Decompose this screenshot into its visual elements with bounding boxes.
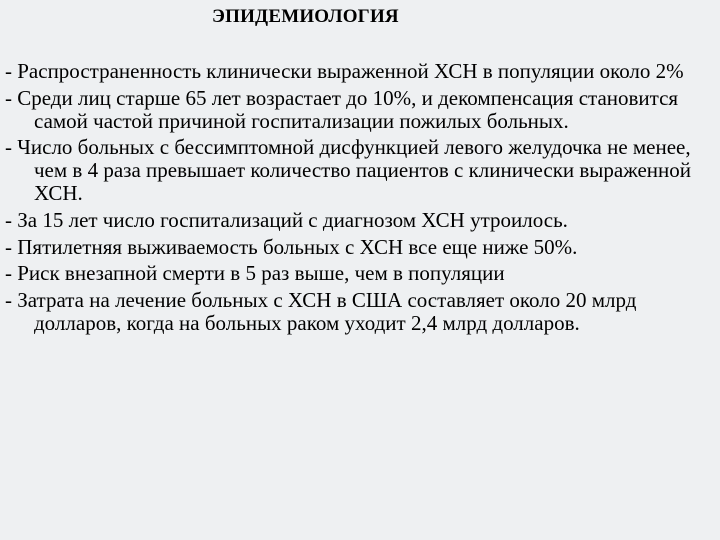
bullet-costs: - Затрата на лечение больных с ХСН в США составляет около 20 млрд долларов, когда на больных раком уходит 2,4 млрд долларов. — [5, 288, 637, 335]
bullet-sudden-death: - Риск внезапной смерти в 5 раз выше, чем в популяции — [5, 261, 505, 286]
bullet-elderly: - Среди лиц старше 65 лет возрастает до 10%, и декомпенсация становится самой частой причиной госпитализации пожилых больных. — [5, 85, 679, 133]
bullet-list — [5, 60, 705, 339]
bullet-prevalence: - Распространенность клинически выраженной ХСН в популяции около 2% — [5, 59, 684, 83]
bullet-asymptomatic: - Число больных с бессимптомной дисфункцией левого желудочка не менее, чем в 4 раза превышает количество пациентов с клинически выраженной ХСН. — [5, 135, 692, 205]
bullet-hospitalizations: - За 15 лет число госпитализаций с диагнозом ХСН утроилось. — [5, 207, 568, 232]
bullet-survival: - Пятилетняя выживаемость больных с ХСН все еще ниже 50%. — [5, 234, 578, 259]
slide-title: ЭПИДЕМИОЛОГИЯ — [212, 6, 399, 27]
